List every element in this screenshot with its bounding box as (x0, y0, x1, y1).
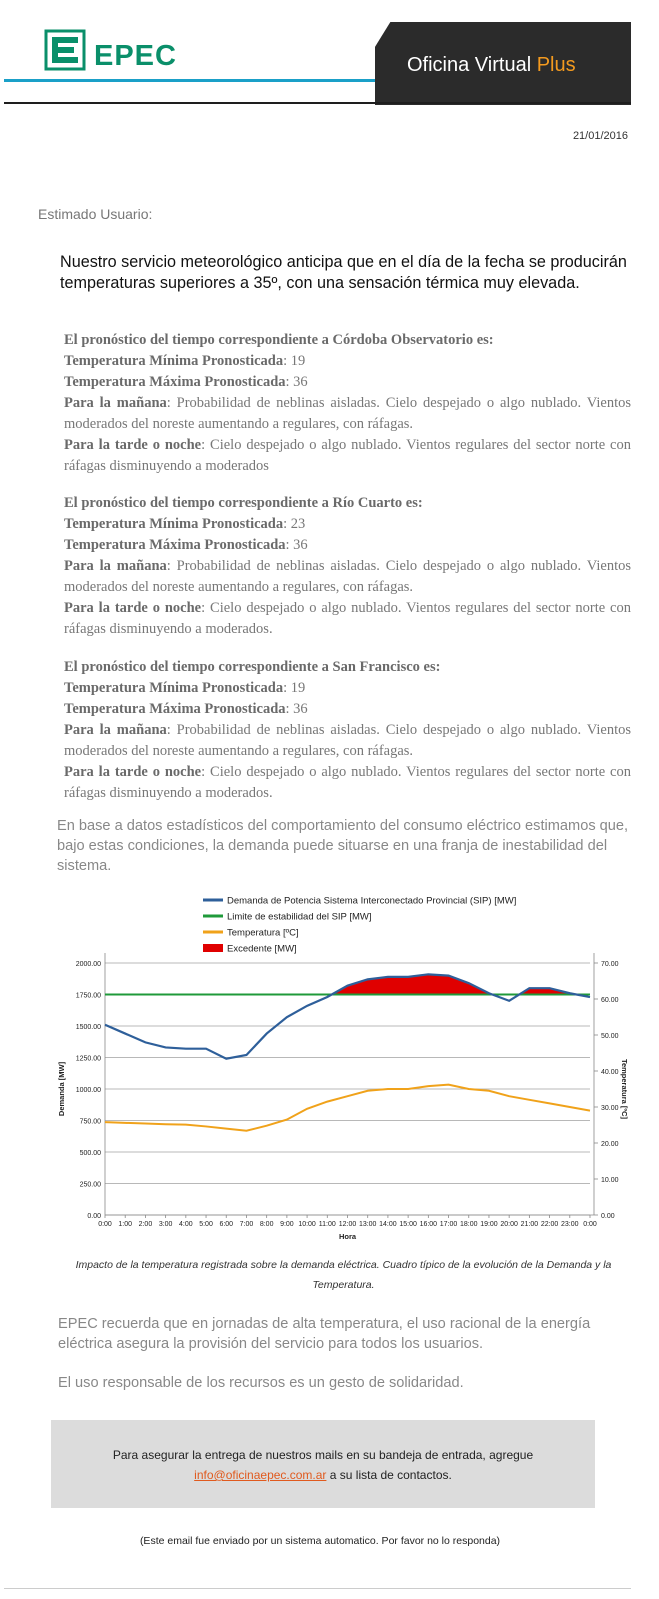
max-temp-value: : 36 (285, 701, 308, 717)
x-tick-label: 10:00 (298, 1221, 316, 1228)
y-tick-label: 1250.00 (75, 1055, 101, 1063)
y-tick-label: 1500.00 (75, 1024, 101, 1031)
y2-tick-label: 10.00 (601, 1177, 619, 1184)
x-tick-label: 8:00 (259, 1221, 274, 1228)
forecast-intro: El pronóstico del tiempo correspondiente a Río Cuarto es: (64, 495, 423, 511)
morning-label: Para la mañana (64, 722, 167, 738)
y2-tick-label: 50.00 (601, 1033, 619, 1040)
x-tick-label: 5:00 (199, 1221, 213, 1228)
y-tick-label: 0.00 (87, 1213, 101, 1220)
y-tick-label: 750.00 (79, 1118, 101, 1126)
x-tick-label: 22:00 (540, 1221, 559, 1228)
evening-text: : Cielo despejado o algo nublado. Vientos regulares del sector norte con ráfagas disminuyendo a moderados. (64, 600, 631, 637)
x-tick-label: 18:00 (459, 1221, 478, 1228)
x-tick-label: 13:00 (358, 1221, 377, 1228)
forecast-rio-cuarto (64, 493, 631, 640)
legend-label: Excedente [MW] (227, 943, 297, 955)
x-axis-title: Hora (338, 1232, 357, 1241)
x-tick-label: 4:00 (179, 1221, 193, 1228)
morning-label: Para la mañana (64, 395, 167, 411)
y-tick-label: 1750.00 (75, 992, 101, 1000)
x-tick-label: 19:00 (480, 1221, 498, 1228)
excedente-area (105, 974, 590, 994)
chart-svg (55, 888, 629, 1248)
morning-label: Para la mañana (64, 558, 167, 574)
morning-text: : Probabilidad de neblinas aisladas. Cielo despejado o algo nublado. Vientos moderados del noreste aumentando a regulares, con ráfagas. (64, 395, 631, 432)
header-bottom-rule (4, 102, 631, 104)
x-tick-label: 6:00 (219, 1221, 234, 1228)
x-tick-label: 20:00 (500, 1221, 518, 1228)
legend-swatch (203, 944, 223, 952)
legend-label: Demanda de Potencia Sistema Interconectado Provincial (SIP) [MW] (227, 895, 517, 907)
evening-text: : Cielo despejado o algo nublado. Vientos regulares del sector norte con ráfagas disminuyendo a moderados (64, 437, 631, 474)
y2-tick-label: 30.00 (601, 1105, 619, 1112)
forecast-intro: El pronóstico del tiempo correspondiente a San Francisco es: (64, 659, 441, 675)
note-rational-use: EPEC recuerda que en jornadas de alta temperatura, el uso racional de la energía eléctrica asegura la provisión del servicio para todos los usuarios. (58, 1316, 591, 1352)
max-temp-label: Temperatura Máxima Pronosticada (64, 701, 286, 717)
footer-line2 (51, 1468, 595, 1482)
temperature-line (105, 1085, 590, 1131)
x-tick-label: 1:00 (118, 1221, 133, 1228)
y2-tick-label: 70.00 (601, 961, 619, 968)
morning-text: : Probabilidad de neblinas aisladas. Cielo despejado o algo nublado. Vientos moderados del noreste aumentando a regulares, con ráfagas. (64, 722, 631, 759)
max-temp-value: : 36 (285, 537, 308, 553)
x-tick-label: 15:00 (399, 1221, 417, 1228)
email-date: 21/01/2016 (572, 130, 628, 142)
oficina-virtual-title (407, 54, 576, 77)
forecast-cordoba (64, 330, 631, 477)
legend-label: Temperatura [ºC] (227, 927, 299, 939)
contact-email-link[interactable]: info@oficinaepec.com.ar (194, 1468, 327, 1482)
footer-line2-rest: a su lista de contactos. (326, 1468, 452, 1482)
forecast-intro: El pronóstico del tiempo correspondiente a Córdoba Observatorio es: (64, 332, 494, 348)
y2-tick-label: 20.00 (601, 1141, 619, 1148)
note-solidarity: El uso responsable de los recursos es un gesto de solidaridad. (58, 1375, 464, 1391)
y-tick-label: 500.00 (79, 1150, 101, 1157)
y2-tick-label: 60.00 (601, 997, 619, 1004)
greeting: Estimado Usuario: (38, 206, 153, 222)
y-tick-label: 1000.00 (75, 1087, 101, 1094)
epec-logo-icon (45, 30, 85, 70)
x-tick-label: 7:00 (239, 1221, 254, 1228)
evening-label: Para la tarde o noche (64, 600, 202, 616)
demand-temperature-chart (55, 888, 629, 1248)
title-accent: Plus (536, 54, 576, 76)
evening-label: Para la tarde o noche (64, 437, 202, 453)
max-temp-label: Temperatura Máxima Pronosticada (64, 374, 286, 390)
x-tick-label: 23:00 (561, 1221, 579, 1228)
x-tick-label: 2:00 (138, 1221, 153, 1228)
x-tick-label: 17:00 (439, 1221, 458, 1228)
x-tick-label: 16:00 (419, 1221, 438, 1228)
y2-tick-label: 40.00 (601, 1069, 619, 1076)
x-tick-label: 12:00 (338, 1221, 357, 1228)
lead-paragraph: Nuestro servicio meteorológico anticipa que en el día de la fecha se producirán temperaturas superiores a 35º, con una sensación térmica muy elevada. (60, 253, 627, 292)
auto-send-note: (Este email fue enviado por un sistema automatico. Por favor no lo responda) (139, 1535, 501, 1547)
x-tick-label: 3:00 (158, 1221, 173, 1228)
legend-label: Limite de estabilidad del SIP [MW] (227, 911, 372, 923)
y-tick-label: 250.00 (79, 1181, 101, 1189)
x-tick-label: 11:00 (318, 1221, 336, 1228)
min-temp-value: : 19 (283, 680, 306, 696)
statistics-paragraph: En base a datos estadísticos del comportamiento del consumo eléctrico estimamos que, bajo estas condiciones, la demanda puede situarse en una franja de inestabilidad del sistema. (57, 818, 629, 874)
x-tick-label: 14:00 (379, 1221, 397, 1228)
min-temp-label: Temperatura Mínima Pronosticada (64, 516, 284, 532)
morning-text: : Probabilidad de neblinas aisladas. Cielo despejado o algo nublado. Vientos moderados del noreste aumentando a regulares, con ráfagas. (64, 558, 631, 595)
forecast-san-francisco (64, 657, 631, 804)
y-tick-label: 2000.00 (75, 961, 101, 968)
min-temp-value: : 23 (283, 516, 306, 532)
bottom-rule (4, 1588, 631, 1589)
min-temp-value: : 19 (283, 353, 306, 369)
min-temp-label: Temperatura Mínima Pronosticada (64, 353, 284, 369)
chart-caption: Impacto de la temperatura registrada sobre la demanda eléctrica. Cuadro típico de la evolución de la Demanda y la Temperatura. (75, 1259, 612, 1291)
y2-tick-label: 0.00 (601, 1213, 615, 1220)
x-tick-label: 0:00 (98, 1221, 112, 1228)
evening-label: Para la tarde o noche (64, 764, 202, 780)
y2-axis-title: Temperatura [ºC] (620, 1058, 629, 1120)
min-temp-label: Temperatura Mínima Pronosticada (64, 680, 284, 696)
x-tick-label: 0:00 (583, 1221, 597, 1228)
title-main: Oficina Virtual (407, 54, 532, 76)
footer-box (51, 1420, 595, 1508)
max-temp-value: : 36 (285, 374, 308, 390)
evening-text: : Cielo despejado o algo nublado. Vientos regulares del sector norte con ráfagas disminuyendo a moderados. (64, 764, 631, 801)
footer-line1: Para asegurar la entrega de nuestros mails en su bandeja de entrada, agregue (112, 1448, 534, 1462)
logo-text: EPEC (94, 40, 177, 72)
max-temp-label: Temperatura Máxima Pronosticada (64, 537, 286, 553)
x-tick-label: 21:00 (520, 1221, 539, 1228)
header-accent-line (4, 79, 389, 82)
y-axis-title: Demanda [MW] (57, 1061, 66, 1117)
x-tick-label: 9:00 (280, 1221, 294, 1228)
